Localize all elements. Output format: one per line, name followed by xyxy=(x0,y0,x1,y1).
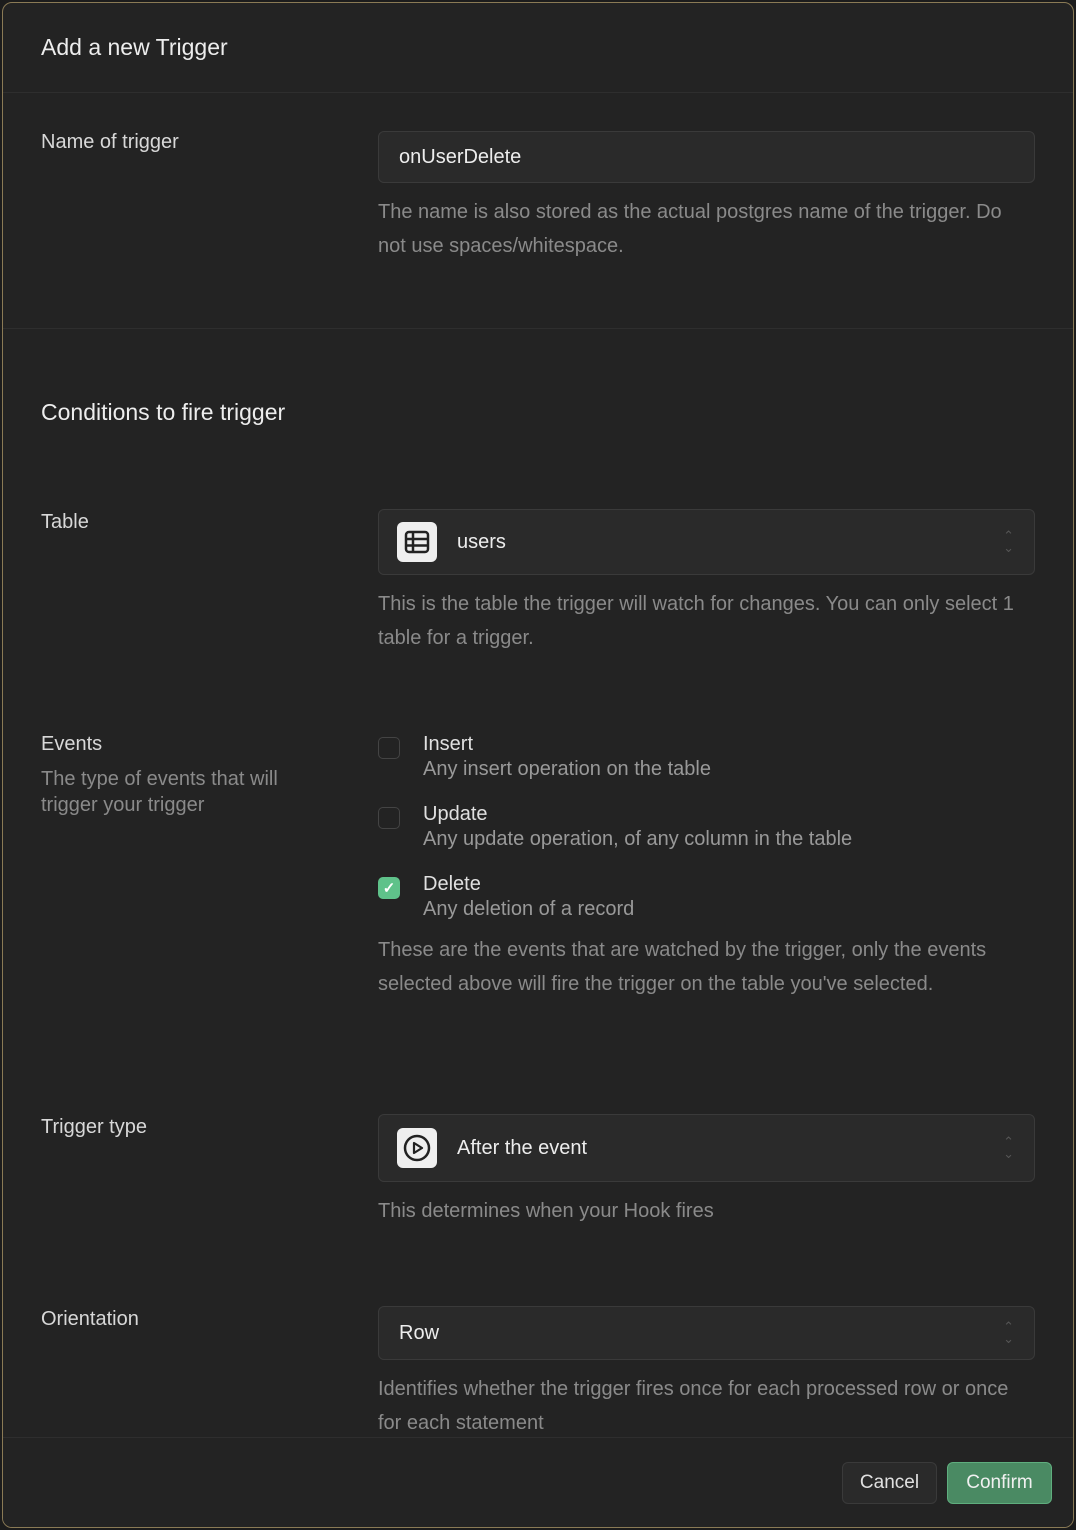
name-label: Name of trigger xyxy=(41,131,179,153)
trigger-name-input[interactable]: onUserDelete xyxy=(378,131,1035,183)
event-title: Insert xyxy=(423,733,474,755)
name-help: The name is also stored as the actual postgres name of the trigger. Do not use spaces/whitespace. xyxy=(378,201,1002,257)
event-title: Update xyxy=(423,803,488,825)
chevron-updown-icon: ⌃ ⌄ xyxy=(1003,1134,1014,1161)
delete-checkbox-checked[interactable]: ✓ xyxy=(378,877,400,899)
event-title: Delete xyxy=(423,873,481,895)
event-desc: Any deletion of a record xyxy=(423,898,635,920)
orientation-label: Orientation xyxy=(41,1308,139,1330)
dialog-title: Add a new Trigger xyxy=(3,3,1073,93)
orientation-help: Identifies whether the trigger fires once for each processed row or once for each statement xyxy=(378,1378,1009,1434)
cancel-button[interactable]: Cancel xyxy=(842,1462,937,1504)
add-trigger-dialog xyxy=(2,2,1074,1528)
play-circle-icon xyxy=(397,1128,437,1168)
conditions-heading: Conditions to fire trigger xyxy=(41,399,286,425)
events-help: These are the events that are watched by the trigger, only the events selected above will fire the trigger on the table you've selected. xyxy=(378,939,987,995)
event-delete[interactable] xyxy=(378,873,1035,933)
table-help: This is the table the trigger will watch for changes. You can only select 1 table for a trigger. xyxy=(378,593,1014,649)
update-checkbox[interactable] xyxy=(378,807,400,829)
chevron-updown-icon: ⌃ ⌄ xyxy=(1003,528,1014,555)
orientation-value: Row xyxy=(399,1321,440,1344)
trigger-type-select[interactable] xyxy=(378,1114,1035,1182)
table-select[interactable] xyxy=(378,509,1035,575)
trigger-type-value: After the event xyxy=(457,1136,588,1159)
events-sublabel: The type of events that will trigger your trigger xyxy=(41,768,278,816)
event-desc: Any update operation, of any column in the table xyxy=(423,828,853,850)
trigger-type-label: Trigger type xyxy=(41,1116,147,1138)
confirm-button[interactable]: Confirm xyxy=(947,1462,1052,1504)
events-label: Events xyxy=(41,733,103,755)
name-section xyxy=(41,131,1035,331)
orientation-select[interactable] xyxy=(378,1306,1035,1360)
chevron-updown-icon: ⌃ ⌄ xyxy=(1003,1319,1014,1346)
insert-checkbox[interactable] xyxy=(378,737,400,759)
event-desc: Any insert operation on the table xyxy=(423,758,711,780)
dialog-footer xyxy=(3,1437,1073,1527)
table-icon xyxy=(397,522,437,562)
event-update[interactable] xyxy=(378,803,1035,873)
table-label: Table xyxy=(41,511,89,533)
table-value: users xyxy=(457,530,506,553)
event-insert[interactable] xyxy=(378,733,1035,803)
trigger-type-help: This determines when your Hook fires xyxy=(378,1200,714,1222)
